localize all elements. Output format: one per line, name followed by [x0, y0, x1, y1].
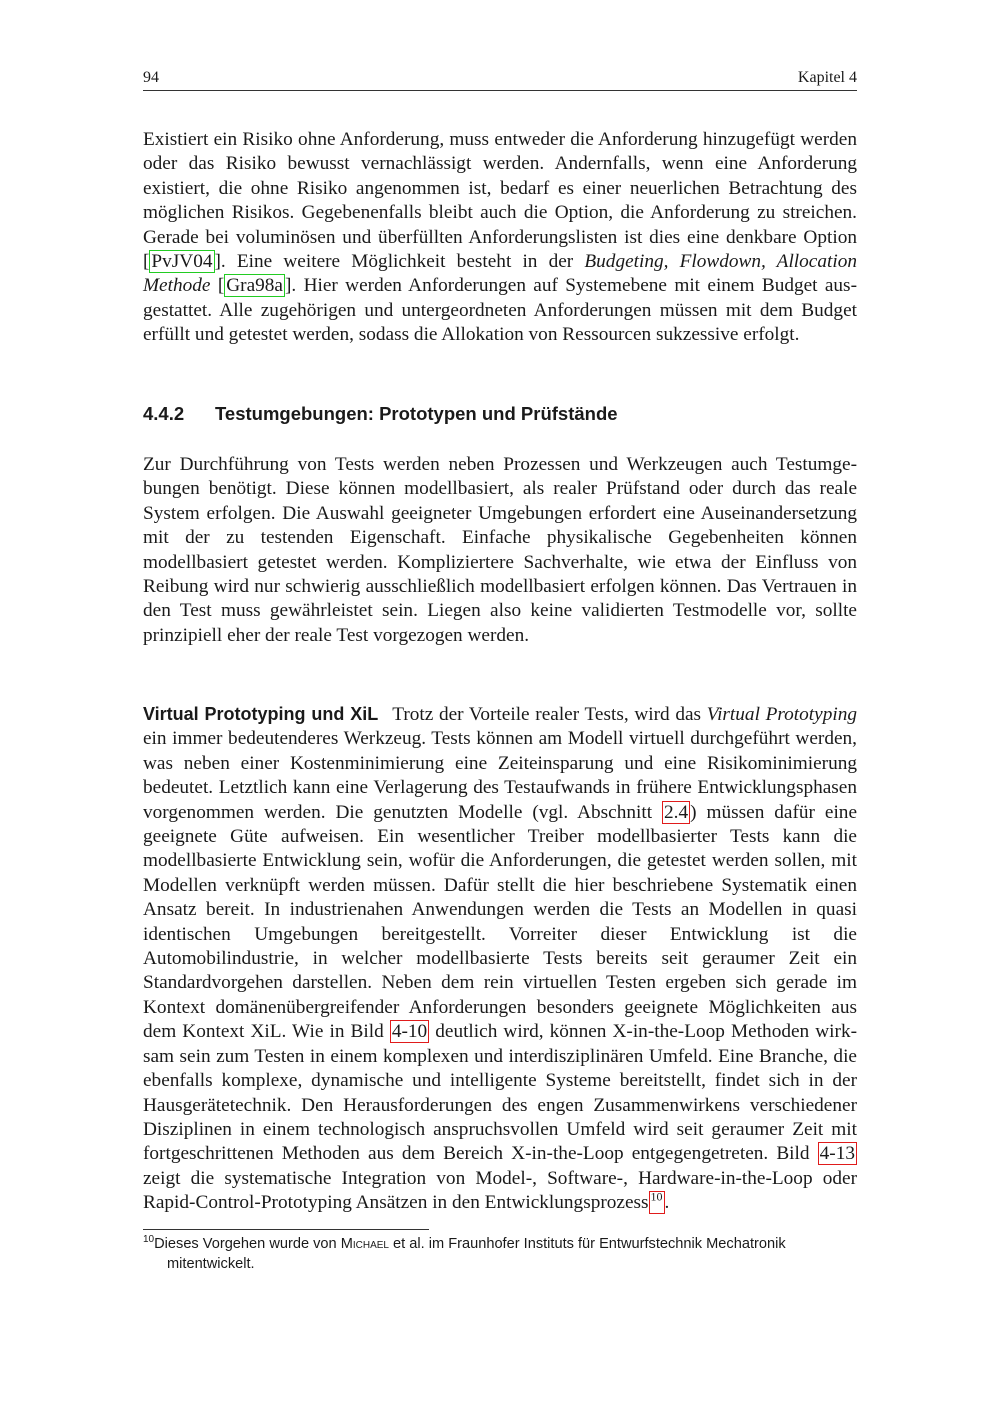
footnote-mark: 10: [143, 1234, 155, 1246]
section-title: Testumgebungen: Prototypen und Prüfstände: [215, 403, 618, 424]
page-number: 94: [143, 69, 159, 86]
footnote: $^{10}$Dieses Vorgehen wurde von Michael et al. im Fraunhofer Instituts für Entwurfstechnik Mechatronik mitentwickelt.: [143, 1234, 786, 1272]
section-ref-link-2-4[interactable]: 2.4: [664, 801, 689, 823]
term-virtual-prototyping: Virtual Prototyping: [706, 704, 857, 725]
footnote-rule: [143, 1229, 429, 1230]
section-number: 4.4.2: [143, 403, 185, 424]
running-head: [143, 68, 857, 91]
method-name: Budgeting, Flowdown, Allocation Methode: [143, 251, 857, 297]
citation-link-pvjv04[interactable]: PvJV04: [151, 251, 213, 273]
paragraph-test-environments: Zur Durchführung von Tests werden neben Prozessen und Werkzeugen auch Testumgebungen benötigt. Diese können modellbasiert, als realer Prüfstand oder durch das reale System erfolgen. Die Auswahl geeigneter Umgebungen erfordert eine Auseinandersetzung mit der zu testenden Eigenschaft. Einfache physikalische Gegebenheiten können modellbasiert getestet werden. Kompliziertere Sachverhalte, wie etwa der Einfluss von Reibung wird nur schwierig ausschließlich modellbasiert erfolgen können. Das Vertrauen in den Test muss gewährleistet sein. Liegen also keine validierten Testmodelle vor, sollte prinzipiell eher der reale Test vorgezogen werden.: [143, 454, 857, 646]
chapter-title: Kapitel 4: [797, 69, 857, 86]
paragraph-virtual-prototyping: Virtual Prototyping und XiL Trotz der Vorteile realer Tests, wird das Virtual Prototyping ein immer bedeutenderes Werkzeug. Tests können am Modell virtuell durchgeführt werden, was neben einer Kostenminimierung eine Zeiteinsparung und eine Risikominimierung bedeutet. Letztlich kann eine Verlagerung des Testaufwands in frühere Entwicklungsphasen vorgenommen werden. Die genutzten Modelle (vgl. Abschnitt 2.4 ) müssen dafür eine geeignete Güte aufweisen. Ein wesentlicher Treiber modellbasierter Tests kann die modellbasierte Entwicklung sein, wofür die Anforderungen, die getestet werden sollen, mit Modellen verknüpft werden müssen. Dafür stellt die hier beschriebene Systematik einen Ansatz bereit. In industrienahen Anwendungen werden die Tests an Modellen in quasi identischen Umgebungen bereitgestellt. Vorreiter dieser Entwicklung ist die Automobilindustrie, in welcher modellbasierte Tests bereits seit geraumer Zeit ein Standardvorgehen darstellen. Neben dem rein virtuellen Testen ergeben sich gerade im Kontext domänenübergreifender Anforderungen besonders geeignete Möglichkeiten aus dem Kontext XiL. Wie in Bild 4-10 deutlich wird, können X-in-the-Loop Methoden wirksam sein zum Testen in einem komplexen und interdisziplinären Umfeld. Eine Branche, die ebenfalls komplexe, dynamische und intelligente Systeme bereitstellt, findet sich in der Hausgerätetechnik. Den Herausforderungen des engen Zusammenwirkens verschiedener Disziplinen in einem technologisch anspruchsvollen Umfeld wird seit geraumer Zeit mit fortgeschrittenen Methoden aus dem Bereich X-in-the-Loop entgegengetreten. Bild 4-13 zeigt die systematische Integration von Model-, Software-, Hardware-in-the-Loop oder Rapid-Control-Prototyping Ansätzen in den Entwicklungsprozess $^{10}$ .: [143, 704, 858, 1214]
footnote-author: Michael: [340, 1236, 389, 1252]
figure-ref-link-4-10[interactable]: 4-10: [391, 1021, 428, 1043]
figure-ref-link-4-13[interactable]: 4-13: [819, 1143, 855, 1165]
footnote-ref-link[interactable]: 10: [649, 1191, 665, 1214]
citation-link-gra98a[interactable]: Gra98a: [226, 275, 283, 297]
section-heading: [143, 402, 857, 426]
runin-heading: Virtual Prototyping und XiL: [143, 704, 379, 724]
paragraph-risk-requirements: Existiert ein Risiko ohne Anforderung, muss entweder die Anforderung hinzugefügt werden oder das Risiko bewusst vernachlässigt werden. Andernfalls, wenn eine Anforderung existiert, die ohne Risiko angenommen ist, bedarf es einer neuerlichen Betrachtung des möglichen Risikos. Gegebenenfalls bleibt auch die Option, die Anforderung zu streichen. Gerade bei voluminösen und überfüllten Anforderungslisten ist dies eine denkbare Option [ PvJV04 ]. Eine weitere Möglichkeit besteht in der Budgeting, Flowdown, Allocation Methode [ Gra98a ]. Hier werden Anforderungen auf Systemebene mit einem Budget ausgestattet. Alle zugehörigen und untergeordneten Anforderungen müssen mit dem Budget erfüllt und getestet werden, sodass die Allokation von Ressourcen sukzessive erfolgt.: [143, 129, 857, 346]
